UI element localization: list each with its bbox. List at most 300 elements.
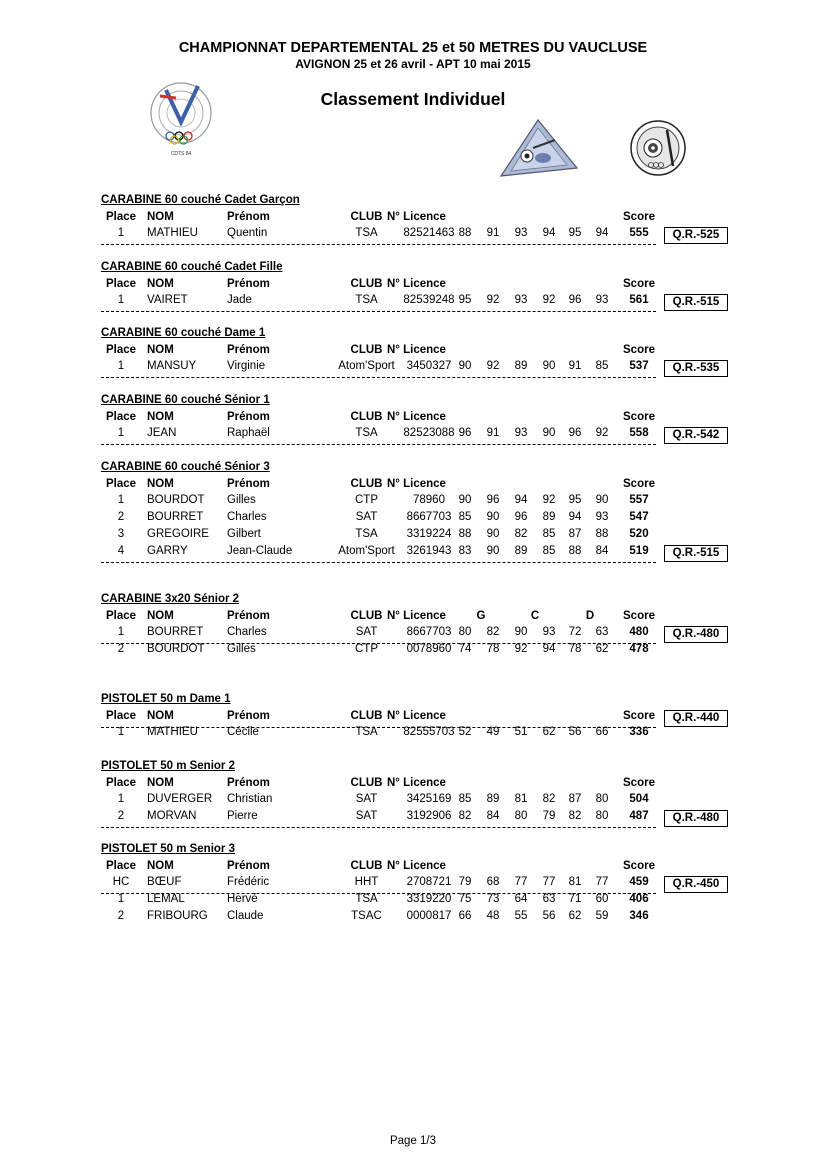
club-cell: TSA — [355, 427, 378, 440]
series-score-cell: 94 — [542, 227, 556, 240]
total-score-cell: 519 — [629, 544, 649, 557]
series-score-cell: 51 — [514, 726, 528, 739]
series-score-cell: 59 — [595, 909, 609, 922]
series-score-cell: 73 — [486, 893, 500, 906]
series-score-cell: 79 — [542, 810, 556, 823]
series-score-cell: 49 — [486, 726, 500, 739]
series-score-cell: 94 — [568, 511, 582, 524]
qualification-badge: Q.R.-480 — [664, 626, 728, 643]
column-header-row — [101, 411, 656, 428]
series-score-cell: 90 — [458, 360, 472, 373]
prenom-cell: Raphaël — [227, 427, 270, 440]
prenom-cell: Virginie — [227, 360, 266, 373]
series-score-cell: 84 — [595, 544, 609, 557]
series-score-cell: 87 — [568, 527, 582, 540]
licence-cell: 82521463 — [403, 227, 455, 240]
header-prenom: Prénom — [227, 477, 270, 490]
nom-cell: BOURRET — [147, 511, 204, 524]
header-nom: NOM — [147, 859, 174, 872]
series-score-cell: 96 — [568, 294, 582, 307]
club-badge-logo — [497, 118, 579, 180]
header-club: CLUB — [350, 410, 383, 423]
header-licence: N° Licence — [387, 709, 446, 722]
licence-cell: 78960 — [413, 494, 445, 507]
header-club: CLUB — [350, 277, 383, 290]
nom-cell: BOURRET — [147, 626, 204, 639]
series-score-cell: 85 — [458, 511, 472, 524]
header-place: Place — [105, 210, 137, 223]
nom-cell: MANSUY — [147, 360, 197, 373]
place-cell: 1 — [117, 360, 125, 373]
place-cell: 4 — [117, 544, 125, 557]
series-score-cell: 80 — [514, 810, 528, 823]
licence-cell: 3261943 — [406, 544, 452, 557]
series-score-cell: 68 — [486, 876, 500, 889]
place-cell: 2 — [117, 511, 125, 524]
series-score-cell: 96 — [486, 494, 500, 507]
table-row — [101, 793, 656, 810]
series-score-cell: 85 — [542, 544, 556, 557]
table-row — [101, 360, 656, 378]
table-row — [101, 528, 656, 545]
column-header-row — [101, 860, 656, 877]
header-prenom: Prénom — [227, 859, 270, 872]
table-row — [101, 643, 656, 660]
header-licence: N° Licence — [387, 210, 446, 223]
series-score-cell: 81 — [568, 876, 582, 889]
table-row — [101, 511, 656, 528]
place-cell: 1 — [117, 626, 125, 639]
series-score-cell: 95 — [568, 227, 582, 240]
table-row — [101, 910, 656, 927]
club-cell: Atom'Sport — [338, 544, 395, 557]
prenom-cell: Jean-Claude — [227, 544, 293, 557]
licence-cell: 8667703 — [406, 626, 452, 639]
club-cell: CTP — [355, 494, 378, 507]
prenom-cell: Claude — [227, 909, 264, 922]
logo-caption: CDTS 84 — [170, 151, 192, 157]
qualification-badge: Q.R.-515 — [664, 545, 728, 562]
series-score-cell: 71 — [568, 893, 582, 906]
prenom-cell: Quentin — [227, 227, 268, 240]
series-score-cell: 85 — [458, 793, 472, 806]
series-score-cell: 56 — [568, 726, 582, 739]
table-row — [101, 427, 656, 445]
header-prenom: Prénom — [227, 709, 270, 722]
header-club: CLUB — [350, 709, 383, 722]
series-score-cell: 80 — [458, 626, 472, 639]
section-title: PISTOLET 50 m Dame 1 — [101, 693, 231, 705]
prenom-cell: Hervé — [227, 893, 258, 906]
total-score-cell: 555 — [629, 227, 649, 240]
series-score-cell: 82 — [458, 810, 472, 823]
series-score-cell: 62 — [595, 643, 609, 656]
series-score-cell: 96 — [458, 427, 472, 440]
series-score-cell: 80 — [595, 810, 609, 823]
column-header-row — [101, 344, 656, 361]
prenom-cell: Pierre — [227, 810, 258, 823]
header-licence: N° Licence — [387, 343, 446, 356]
header-prenom: Prénom — [227, 210, 270, 223]
total-score-cell: 558 — [629, 427, 649, 440]
total-score-cell: 406 — [629, 893, 649, 906]
place-cell: 1 — [117, 494, 125, 507]
table-row — [101, 545, 656, 563]
series-score-cell: 77 — [542, 876, 556, 889]
table-row — [101, 726, 656, 743]
series-score-cell: 90 — [486, 544, 500, 557]
series-score-cell: 89 — [486, 793, 500, 806]
series-score-cell: 95 — [458, 294, 472, 307]
header-licence: N° Licence — [387, 609, 446, 622]
series-score-cell: 74 — [458, 643, 472, 656]
club-cell: TSA — [355, 893, 378, 906]
header-licence: N° Licence — [387, 410, 446, 423]
nom-cell: GARRY — [147, 544, 188, 557]
header-nom: NOM — [147, 709, 174, 722]
licence-cell: 3319220 — [406, 893, 452, 906]
series-score-cell: 77 — [595, 876, 609, 889]
table-row — [101, 227, 656, 245]
column-header-row — [101, 777, 656, 794]
place-cell: 1 — [117, 427, 125, 440]
table-row — [101, 876, 656, 894]
section-title: CARABINE 60 couché Cadet Fille — [101, 261, 283, 273]
column-header-row — [101, 478, 656, 495]
total-score-cell: 480 — [629, 626, 649, 639]
series-score-cell: 93 — [595, 294, 609, 307]
series-score-cell: 55 — [514, 909, 528, 922]
series-score-cell: 62 — [568, 909, 582, 922]
header-score: Score — [623, 477, 655, 490]
series-score-cell: 93 — [595, 511, 609, 524]
total-score-cell: 459 — [629, 876, 649, 889]
series-score-cell: 96 — [568, 427, 582, 440]
licence-cell: 3192906 — [406, 810, 452, 823]
header-place: Place — [105, 477, 137, 490]
nom-cell: GREGOIRE — [147, 527, 209, 540]
nom-cell: DUVERGER — [147, 793, 213, 806]
series-score-cell: 90 — [595, 494, 609, 507]
header-d: D — [585, 609, 595, 622]
club-seal-logo — [629, 120, 687, 176]
club-cell: SAT — [355, 511, 378, 524]
series-score-cell: 94 — [514, 494, 528, 507]
licence-cell: 82539248 — [403, 294, 455, 307]
header-place: Place — [105, 859, 137, 872]
series-score-cell: 89 — [542, 511, 556, 524]
nom-cell: BŒUF — [147, 876, 182, 889]
header-club: CLUB — [350, 609, 383, 622]
series-score-cell: 56 — [542, 909, 556, 922]
series-score-cell: 82 — [514, 527, 528, 540]
section-title: PISTOLET 50 m Senior 2 — [101, 760, 235, 772]
qualification-badge: Q.R.-535 — [664, 360, 728, 377]
column-header-row — [101, 710, 656, 728]
series-score-cell: 90 — [514, 626, 528, 639]
table-row — [101, 294, 656, 312]
place-cell: 1 — [117, 227, 125, 240]
series-score-cell: 93 — [514, 227, 528, 240]
place-cell: 2 — [117, 810, 125, 823]
header-club: CLUB — [350, 776, 383, 789]
header-place: Place — [105, 277, 137, 290]
series-score-cell: 52 — [458, 726, 472, 739]
licence-cell: 3319224 — [406, 527, 452, 540]
header-prenom: Prénom — [227, 410, 270, 423]
prenom-cell: Gilles — [227, 643, 256, 656]
licence-cell: 8667703 — [406, 511, 452, 524]
club-cell: SAT — [355, 793, 378, 806]
series-score-cell: 88 — [568, 544, 582, 557]
nom-cell: MATHIEU — [147, 227, 198, 240]
series-score-cell: 66 — [595, 726, 609, 739]
series-score-cell: 88 — [458, 527, 472, 540]
series-score-cell: 83 — [458, 544, 472, 557]
total-score-cell: 557 — [629, 494, 649, 507]
place-cell: 1 — [117, 893, 125, 906]
prenom-cell: Jade — [227, 294, 252, 307]
series-score-cell: 90 — [542, 427, 556, 440]
place-cell: 3 — [117, 527, 125, 540]
series-score-cell: 90 — [458, 494, 472, 507]
header-score: Score — [623, 410, 655, 423]
nom-cell: BOURDOT — [147, 643, 205, 656]
header-club: CLUB — [350, 859, 383, 872]
series-score-cell: 62 — [542, 726, 556, 739]
series-score-cell: 80 — [595, 793, 609, 806]
club-cell: Atom'Sport — [338, 360, 395, 373]
place-cell: HC — [112, 876, 130, 889]
series-score-cell: 82 — [542, 793, 556, 806]
nom-cell: MATHIEU — [147, 726, 198, 739]
section-title: PISTOLET 50 m Senior 3 — [101, 843, 235, 855]
header-score: Score — [623, 277, 655, 290]
column-header-row — [101, 278, 656, 295]
nom-cell: FRIBOURG — [147, 909, 208, 922]
series-score-cell: 88 — [595, 527, 609, 540]
series-score-cell: 78 — [486, 643, 500, 656]
prenom-cell: Gilbert — [227, 527, 261, 540]
total-score-cell: 487 — [629, 810, 649, 823]
prenom-cell: Christian — [227, 793, 273, 806]
series-score-cell: 92 — [486, 294, 500, 307]
table-row — [101, 893, 656, 910]
table-row — [101, 810, 656, 828]
header-licence: N° Licence — [387, 477, 446, 490]
nom-cell: VAIRET — [147, 294, 188, 307]
club-cell: TSA — [355, 726, 378, 739]
total-score-cell: 336 — [629, 726, 649, 739]
licence-cell: 2708721 — [406, 876, 452, 889]
section-title: CARABINE 60 couché Sénior 3 — [101, 461, 270, 473]
nom-cell: JEAN — [147, 427, 177, 440]
series-score-cell: 89 — [514, 544, 528, 557]
series-score-cell: 92 — [486, 360, 500, 373]
header-nom: NOM — [147, 776, 174, 789]
header-nom: NOM — [147, 609, 174, 622]
club-cell: TSA — [355, 294, 378, 307]
total-score-cell: 561 — [629, 294, 649, 307]
section-title: CARABINE 60 couché Dame 1 — [101, 327, 266, 339]
header-licence: N° Licence — [387, 859, 446, 872]
header-nom: NOM — [147, 477, 174, 490]
header-licence: N° Licence — [387, 776, 446, 789]
header-score: Score — [623, 609, 655, 622]
series-score-cell: 92 — [514, 643, 528, 656]
total-score-cell: 504 — [629, 793, 649, 806]
series-score-cell: 85 — [595, 360, 609, 373]
series-score-cell: 60 — [595, 893, 609, 906]
header-score: Score — [623, 709, 655, 722]
header-place: Place — [105, 609, 137, 622]
column-header-row — [101, 610, 656, 627]
header-score: Score — [623, 343, 655, 356]
nom-cell: BOURDOT — [147, 494, 205, 507]
cdts84-logo — [148, 76, 214, 158]
table-row — [101, 494, 656, 511]
prenom-cell: Frédéric — [227, 876, 270, 889]
series-score-cell: 92 — [542, 294, 556, 307]
prenom-cell: Cécile — [227, 726, 259, 739]
club-cell: CTP — [355, 643, 378, 656]
series-score-cell: 63 — [595, 626, 609, 639]
licence-cell: 3450327 — [406, 360, 452, 373]
total-score-cell: 520 — [629, 527, 649, 540]
qualification-badge: Q.R.-515 — [664, 294, 728, 311]
qualification-badge: Q.R.-480 — [664, 810, 728, 827]
page-number: Page 1/3 — [389, 1135, 437, 1147]
total-score-cell: 537 — [629, 360, 649, 373]
place-cell: 1 — [117, 726, 125, 739]
series-score-cell: 48 — [486, 909, 500, 922]
series-score-cell: 77 — [514, 876, 528, 889]
club-cell: TSA — [355, 227, 378, 240]
section-title: CARABINE 60 couché Cadet Garçon — [101, 194, 300, 206]
header-place: Place — [105, 343, 137, 356]
club-cell: SAT — [355, 626, 378, 639]
series-score-cell: 93 — [514, 294, 528, 307]
series-score-cell: 96 — [514, 511, 528, 524]
section-title: CARABINE 3x20 Sénior 2 — [101, 593, 240, 605]
series-score-cell: 88 — [458, 227, 472, 240]
header-nom: NOM — [147, 277, 174, 290]
club-cell: TSAC — [351, 909, 382, 922]
document-title: CHAMPIONNAT DEPARTEMENTAL 25 et 50 METRES DU VAUCLUSE — [178, 40, 648, 56]
place-cell: 1 — [117, 294, 125, 307]
ranking-title: Classement Individuel — [320, 89, 506, 109]
header-prenom: Prénom — [227, 277, 270, 290]
total-score-cell: 478 — [629, 643, 649, 656]
header-club: CLUB — [350, 343, 383, 356]
series-score-cell: 75 — [458, 893, 472, 906]
nom-cell: MORVAN — [147, 810, 197, 823]
table-row — [101, 626, 656, 644]
series-score-cell: 87 — [568, 793, 582, 806]
series-score-cell: 82 — [486, 626, 500, 639]
series-score-cell: 72 — [568, 626, 582, 639]
nom-cell: LEMAL — [147, 893, 185, 906]
column-header-row — [101, 211, 656, 228]
header-nom: NOM — [147, 343, 174, 356]
place-cell: 1 — [117, 793, 125, 806]
total-score-cell: 547 — [629, 511, 649, 524]
header-place: Place — [105, 410, 137, 423]
qualification-badge: Q.R.-440 — [664, 710, 728, 727]
series-score-cell: 90 — [486, 511, 500, 524]
header-nom: NOM — [147, 210, 174, 223]
licence-cell: 3425169 — [406, 793, 452, 806]
section-title: CARABINE 60 couché Sénior 1 — [101, 394, 270, 406]
header-prenom: Prénom — [227, 776, 270, 789]
qualification-badge: Q.R.-450 — [664, 876, 728, 893]
prenom-cell: Charles — [227, 511, 267, 524]
series-score-cell: 82 — [568, 810, 582, 823]
series-score-cell: 94 — [542, 643, 556, 656]
series-score-cell: 63 — [542, 893, 556, 906]
header-club: CLUB — [350, 477, 383, 490]
prenom-cell: Gilles — [227, 494, 256, 507]
header-g: G — [476, 609, 486, 622]
series-score-cell: 92 — [595, 427, 609, 440]
series-score-cell: 89 — [514, 360, 528, 373]
series-score-cell: 95 — [568, 494, 582, 507]
header-score: Score — [623, 859, 655, 872]
header-nom: NOM — [147, 410, 174, 423]
licence-cell: 82555703 — [403, 726, 455, 739]
licence-cell: 0000817 — [406, 909, 452, 922]
header-licence: N° Licence — [387, 277, 446, 290]
series-score-cell: 79 — [458, 876, 472, 889]
club-cell: HHT — [354, 876, 379, 889]
series-score-cell: 66 — [458, 909, 472, 922]
header-place: Place — [105, 709, 137, 722]
series-score-cell: 81 — [514, 793, 528, 806]
series-score-cell: 93 — [542, 626, 556, 639]
series-score-cell: 78 — [568, 643, 582, 656]
series-score-cell: 91 — [486, 227, 500, 240]
qualification-badge: Q.R.-542 — [664, 427, 728, 444]
header-score: Score — [623, 210, 655, 223]
series-score-cell: 94 — [595, 227, 609, 240]
licence-cell: 82523088 — [403, 427, 455, 440]
header-prenom: Prénom — [227, 609, 270, 622]
series-score-cell: 90 — [486, 527, 500, 540]
header-club: CLUB — [350, 210, 383, 223]
series-score-cell: 91 — [486, 427, 500, 440]
series-score-cell: 93 — [514, 427, 528, 440]
series-score-cell: 85 — [542, 527, 556, 540]
header-score: Score — [623, 776, 655, 789]
header-c: C — [530, 609, 540, 622]
prenom-cell: Charles — [227, 626, 267, 639]
header-prenom: Prénom — [227, 343, 270, 356]
series-score-cell: 64 — [514, 893, 528, 906]
document-subtitle: AVIGNON 25 et 26 avril - APT 10 mai 2015 — [295, 57, 531, 71]
series-score-cell: 92 — [542, 494, 556, 507]
club-cell: TSA — [355, 527, 378, 540]
series-score-cell: 91 — [568, 360, 582, 373]
place-cell: 2 — [117, 909, 125, 922]
total-score-cell: 346 — [629, 909, 649, 922]
series-score-cell: 84 — [486, 810, 500, 823]
licence-cell: 0078960 — [406, 643, 452, 656]
club-cell: SAT — [355, 810, 378, 823]
qualification-badge: Q.R.-525 — [664, 227, 728, 244]
header-place: Place — [105, 776, 137, 789]
series-score-cell: 90 — [542, 360, 556, 373]
place-cell: 2 — [117, 643, 125, 656]
